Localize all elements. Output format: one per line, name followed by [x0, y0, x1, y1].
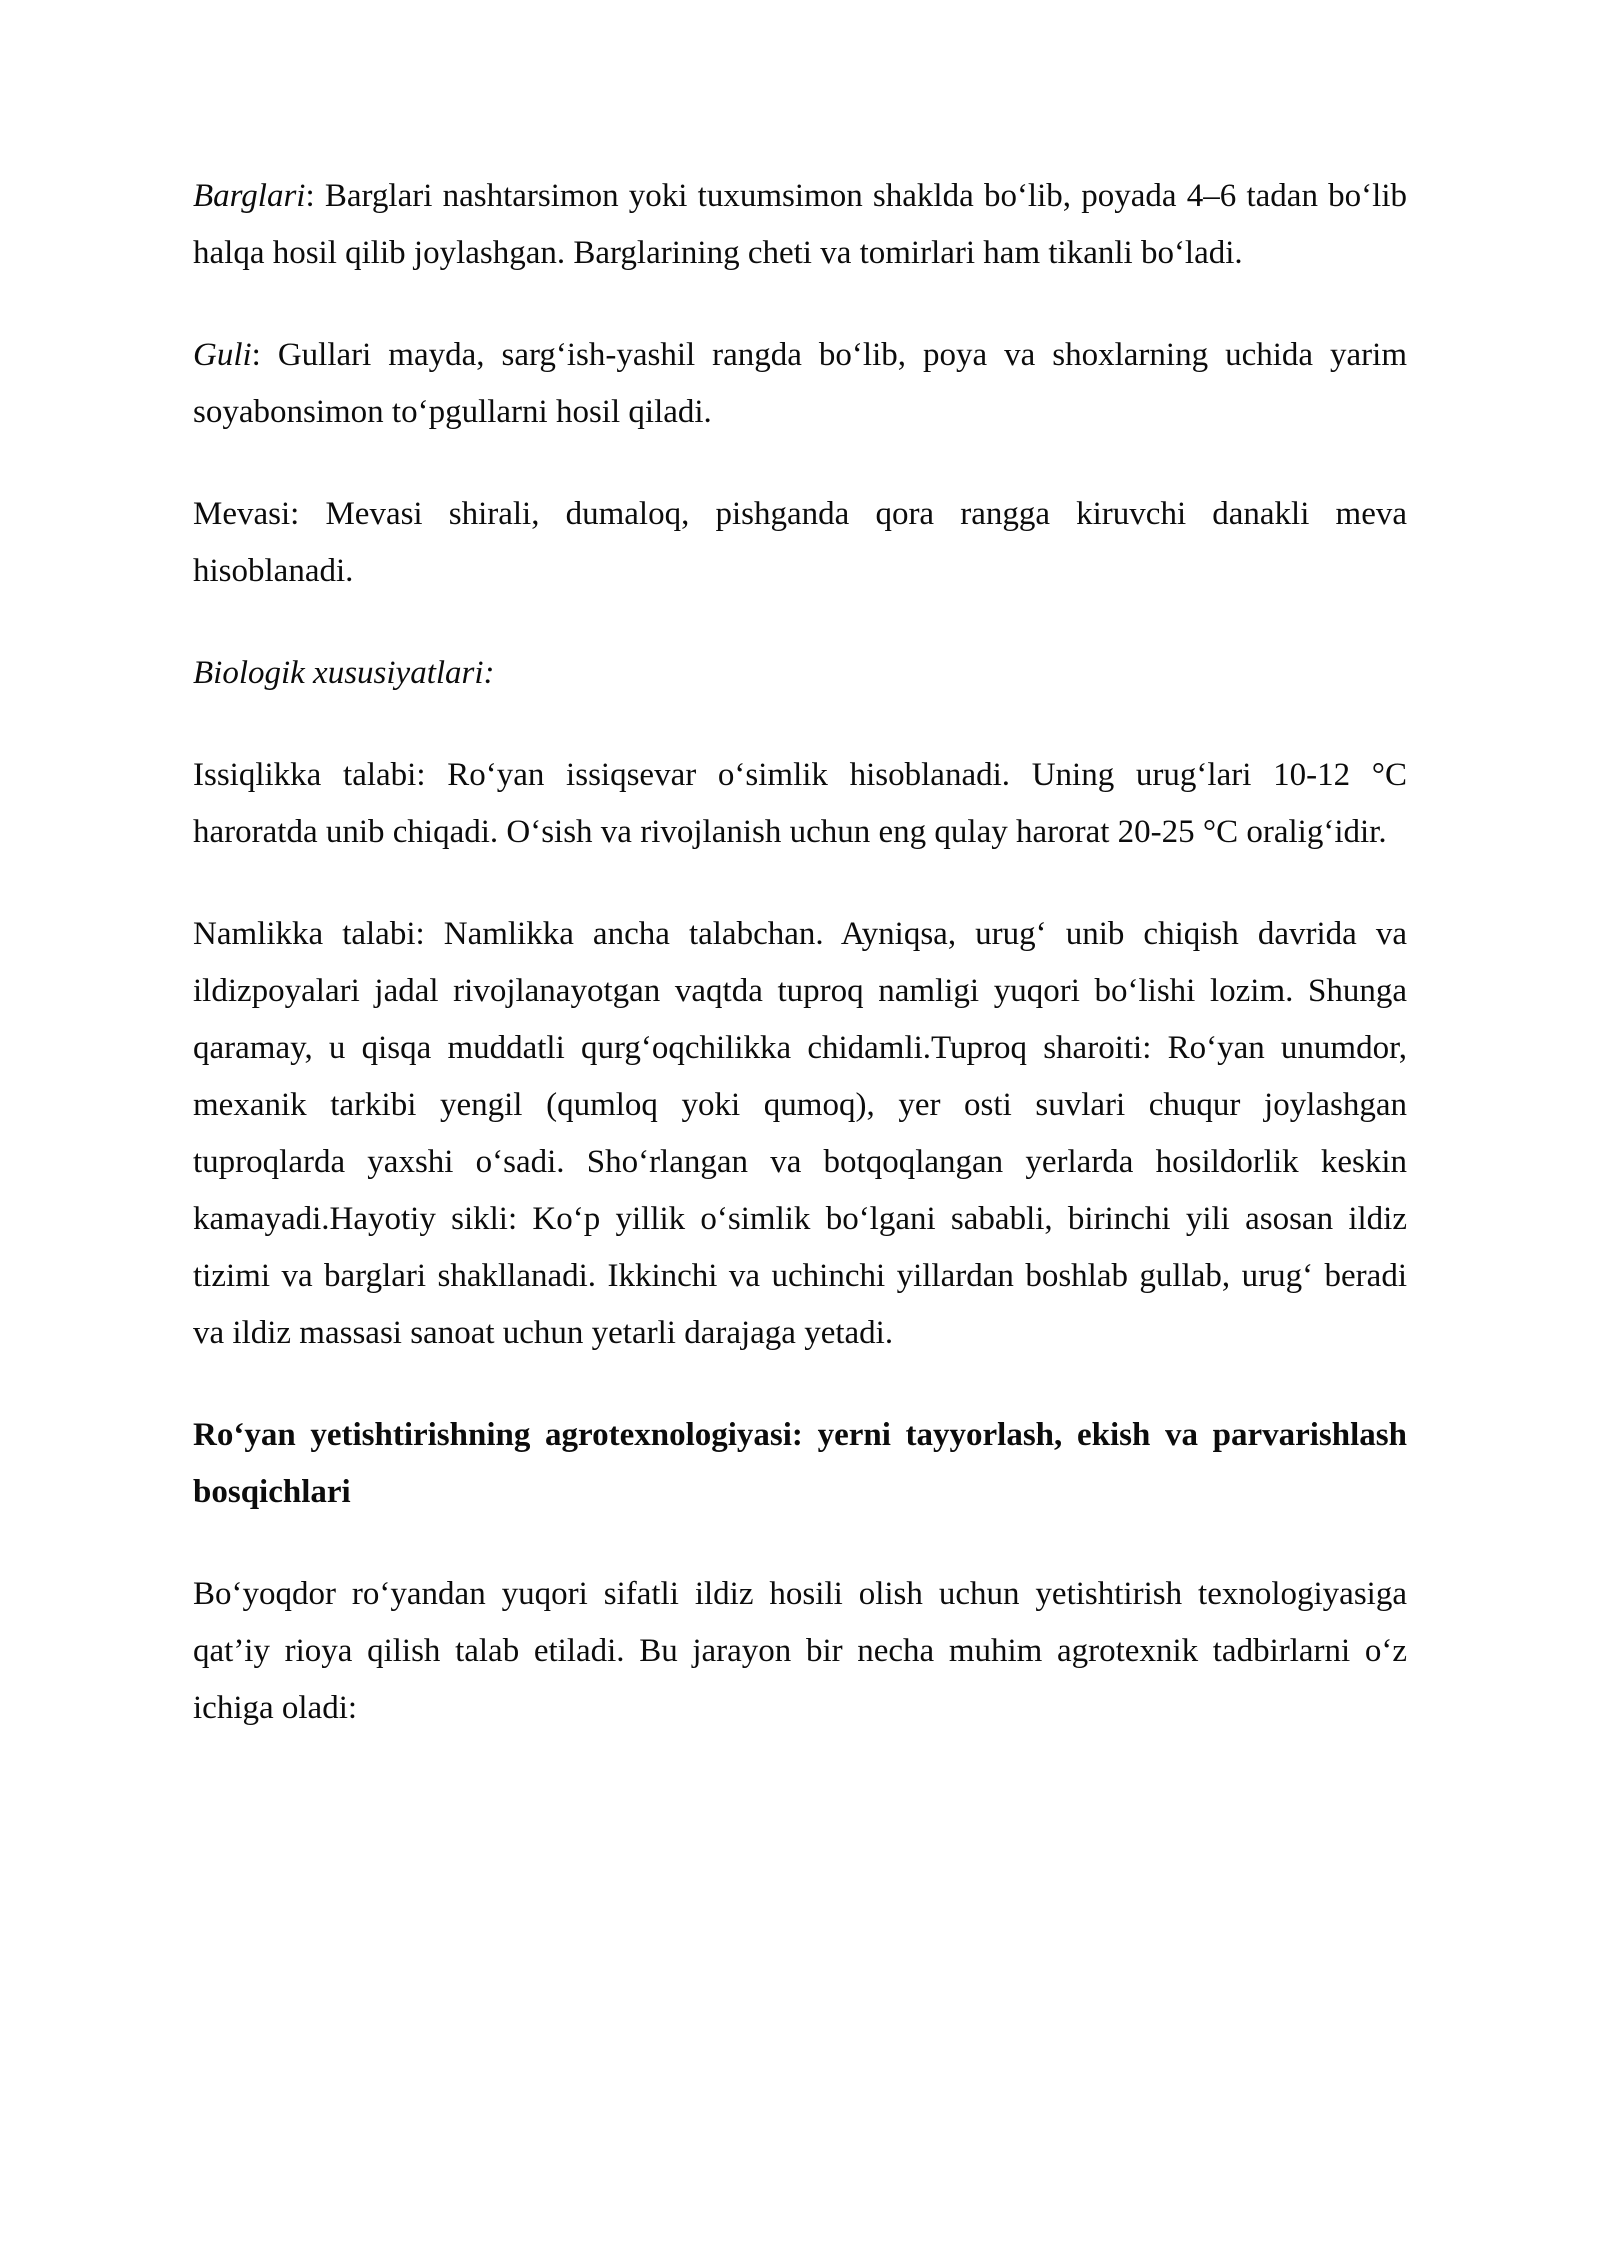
paragraph-namlikka — [193, 906, 1407, 1362]
paragraph-mevasi — [193, 486, 1407, 600]
paragraph-text: : Gullari mayda, sarg‘ish-yashil rangda bo‘lib, poya va shoxlarning uchida yarim soyabonsimon to‘pgullarni hosil qiladi. — [193, 337, 1407, 430]
paragraph-text: Issiqlikka talabi: Ro‘yan issiqsevar o‘simlik hisoblanadi. Uning urug‘lari 10-12 °C haroratda unib chiqadi. O‘sish va rivojlanish uchun eng qulay harorat 20-25 °C oralig‘idir. — [193, 757, 1407, 850]
paragraph-biologik-heading — [193, 645, 1407, 702]
paragraph-issiqlikka — [193, 747, 1407, 861]
paragraph-text: Namlikka talabi: Namlikka ancha talabchan. Ayniqsa, urug‘ unib chiqish davrida va ildizpoyalari jadal rivojlanayotgan vaqtda tuproq namligi yuqori bo‘lishi lozim. Shunga qaramay, u qisqa muddatli qurg‘oqchilikka chidamli.Tuproq sharoiti: Ro‘yan unumdor, mexanik tarkibi yengil (qumloq yoki qumoq), yer osti suvlari chuqur joylashgan tuproqlarda yaxshi o‘sadi. Sho‘rlangan va botqoqlangan yerlarda hosildorlik keskin kamayadi.Hayotiy sikli: Ko‘p yillik o‘simlik bo‘lgani sababli, birinchi yili asosan ildiz tizimi va barglari shakllanadi. Ikkinchi va uchinchi yillardan boshlab gullab, urug‘ beradi va ildiz massasi sanoat uchun yetarli darajaga yetadi. — [193, 916, 1407, 1351]
paragraph-lead-italic: Barglari — [193, 178, 306, 214]
heading-text: Ro‘yan yetishtirishning agrotexnologiyasi: yerni tayyorlash, ekish va parvarishlash bosqichlari — [193, 1417, 1407, 1510]
section-heading-agrotexnologiya — [193, 1407, 1407, 1521]
paragraph-barglari — [193, 168, 1407, 282]
paragraph-text: : Barglari nashtarsimon yoki tuxumsimon shaklda bo‘lib, poyada 4–6 tadan bo‘lib halqa hosil qilib joylashgan. Barglarining cheti va tomirlari ham tikanli bo‘ladi. — [193, 178, 1407, 271]
paragraph-text: Mevasi: Mevasi shirali, dumaloq, pishganda qora rangga kiruvchi danakli meva hisoblanadi. — [193, 496, 1407, 589]
paragraph-lead-italic: Guli — [193, 337, 252, 373]
paragraph-boyoqdor — [193, 1566, 1407, 1737]
paragraph-guli — [193, 327, 1407, 441]
paragraph-text: Bo‘yoqdor ro‘yandan yuqori sifatli ildiz hosili olish uchun yetishtirish texnologiyasiga qat’iy rioya qilish talab etiladi. Bu jarayon bir necha muhim agrotexnik tadbirlarni o‘z ichiga oladi: — [193, 1576, 1407, 1726]
paragraph-text: Biologik xususiyatlari: — [193, 655, 495, 691]
